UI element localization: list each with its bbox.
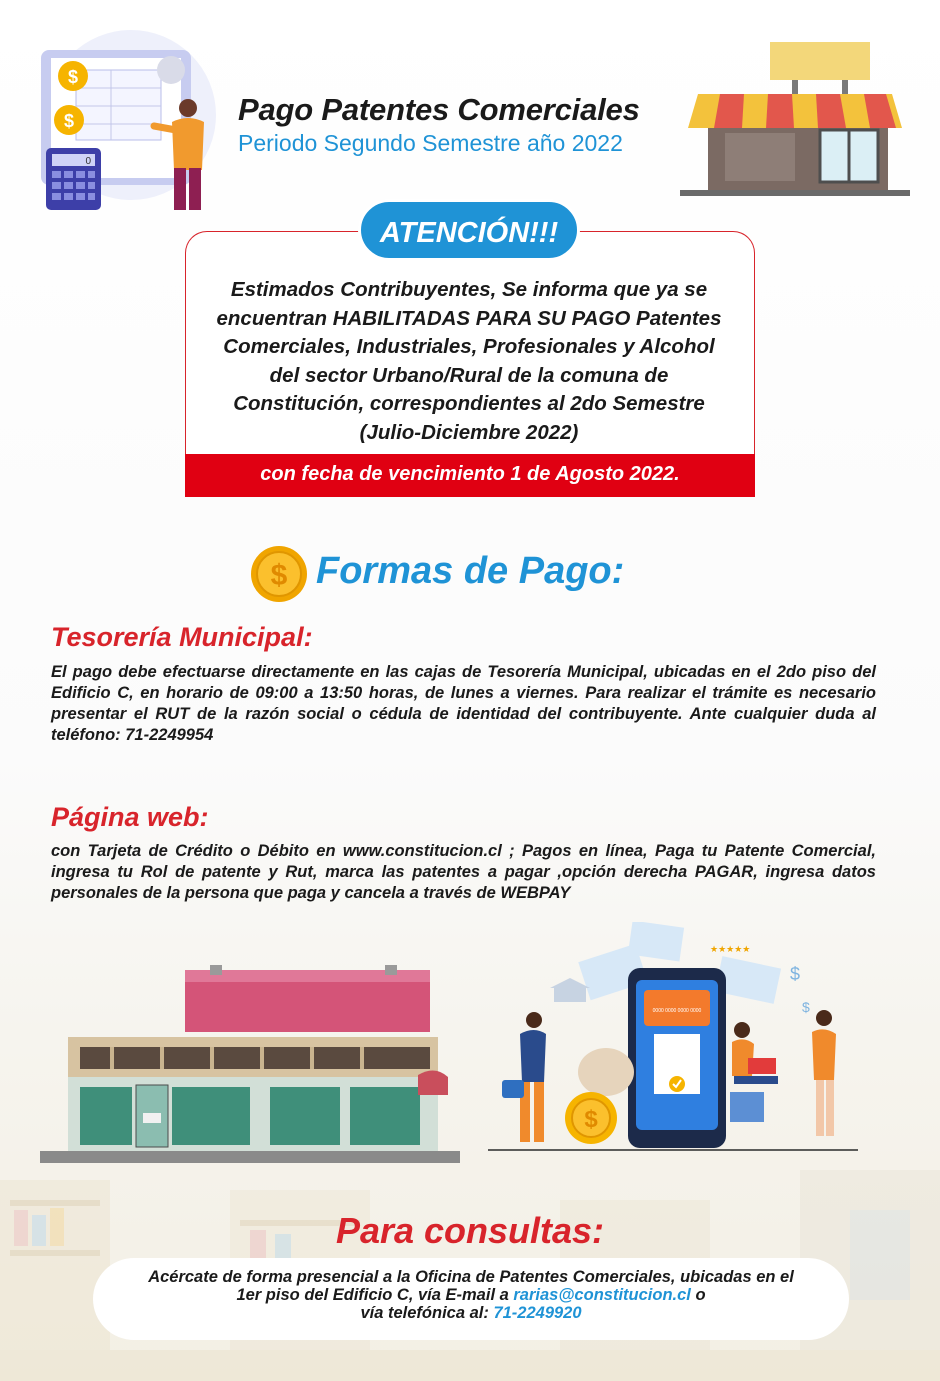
svg-text:$: $ bbox=[270, 559, 288, 592]
consult-email-link[interactable]: rarias@constitucion.cl bbox=[513, 1286, 691, 1304]
payment-calculator-illustration bbox=[36, 30, 226, 215]
svg-text:$: $ bbox=[802, 999, 810, 1015]
svg-text:$: $ bbox=[67, 67, 79, 87]
svg-text:$: $ bbox=[63, 111, 75, 131]
web-text: con Tarjeta de Crédito o Débito en www.constitucion.cl ; Pagos en línea, Paga tu Patente Comercial, ingresa tu Rol de patente y Rut, marca las patentes a pagar ,opción derecha PAGAR, ingresa datos personales de la persona que paga y cancela a través de WEBPAY bbox=[51, 842, 876, 902]
consult-text bbox=[93, 1268, 849, 1322]
consult-line-3 bbox=[93, 1304, 849, 1322]
consult-line-3-prefix: vía telefónica al: bbox=[360, 1304, 494, 1322]
attention-line: encuentran HABILITADAS PARA SU PAGO Patentes bbox=[216, 306, 722, 330]
consult-phone[interactable]: 71-2249920 bbox=[493, 1304, 582, 1322]
rating-stars: ★★★★★ bbox=[710, 945, 751, 955]
storefront-illustration bbox=[680, 38, 910, 198]
page-subtitle: Periodo Segundo Semestre año 2022 bbox=[238, 130, 623, 156]
online-payment-illustration bbox=[488, 922, 868, 1162]
consult-line-1: Acércate de forma presencial a la Oficina de Patentes Comerciales, ubicadas en el bbox=[148, 1268, 794, 1286]
web-heading: Página web: bbox=[51, 802, 209, 832]
attention-line: Comerciales, Industriales, Profesionales y Alcohol bbox=[223, 335, 715, 358]
svg-text:$: $ bbox=[790, 964, 801, 984]
attention-line: Constitución, correspondientes al 2do Semestre bbox=[233, 392, 705, 415]
page-title: Pago Patentes Comerciales bbox=[238, 92, 640, 127]
attention-message bbox=[200, 276, 738, 447]
attention-badge: ATENCIÓN!!! bbox=[358, 199, 580, 261]
consult-heading: Para consultas: bbox=[335, 1210, 605, 1251]
attention-line: Estimados Contribuyentes, Se informa que ya se bbox=[230, 278, 708, 301]
card-number: 0000 0000 0000 0000 bbox=[652, 1008, 702, 1014]
deadline-bar: con fecha de vencimiento 1 de Agosto 2022. bbox=[185, 454, 755, 497]
treasury-heading: Tesorería Municipal: bbox=[51, 622, 313, 652]
treasury-text: El pago debe efectuarse directamente en las cajas de Tesorería Municipal, ubicadas en el 2do piso del Edificio C, en horario de 09:00 a 13:50 horas, de lunes a viernes. Para realizar el trámite es necesario presentar el RUT de la razón social o cédula de identidad del contribuyente. Ante cualquier duda al teléfono: 71-2249954 bbox=[51, 663, 876, 744]
svg-text:0: 0 bbox=[85, 156, 91, 167]
store-building-illustration bbox=[40, 965, 460, 1165]
consult-line-2-suffix: o bbox=[690, 1286, 706, 1304]
payment-methods-heading: Formas de Pago: bbox=[316, 550, 625, 592]
attention-line: del sector Urbano/Rural de la comuna de bbox=[269, 363, 669, 387]
consult-line-2-prefix: 1er piso del Edificio C, vía E-mail a bbox=[236, 1286, 514, 1304]
dollar-coin-icon bbox=[250, 545, 308, 603]
attention-line: (Julio-Diciembre 2022) bbox=[359, 420, 579, 444]
svg-text:$: $ bbox=[584, 1106, 598, 1133]
consult-line-2 bbox=[93, 1286, 849, 1304]
